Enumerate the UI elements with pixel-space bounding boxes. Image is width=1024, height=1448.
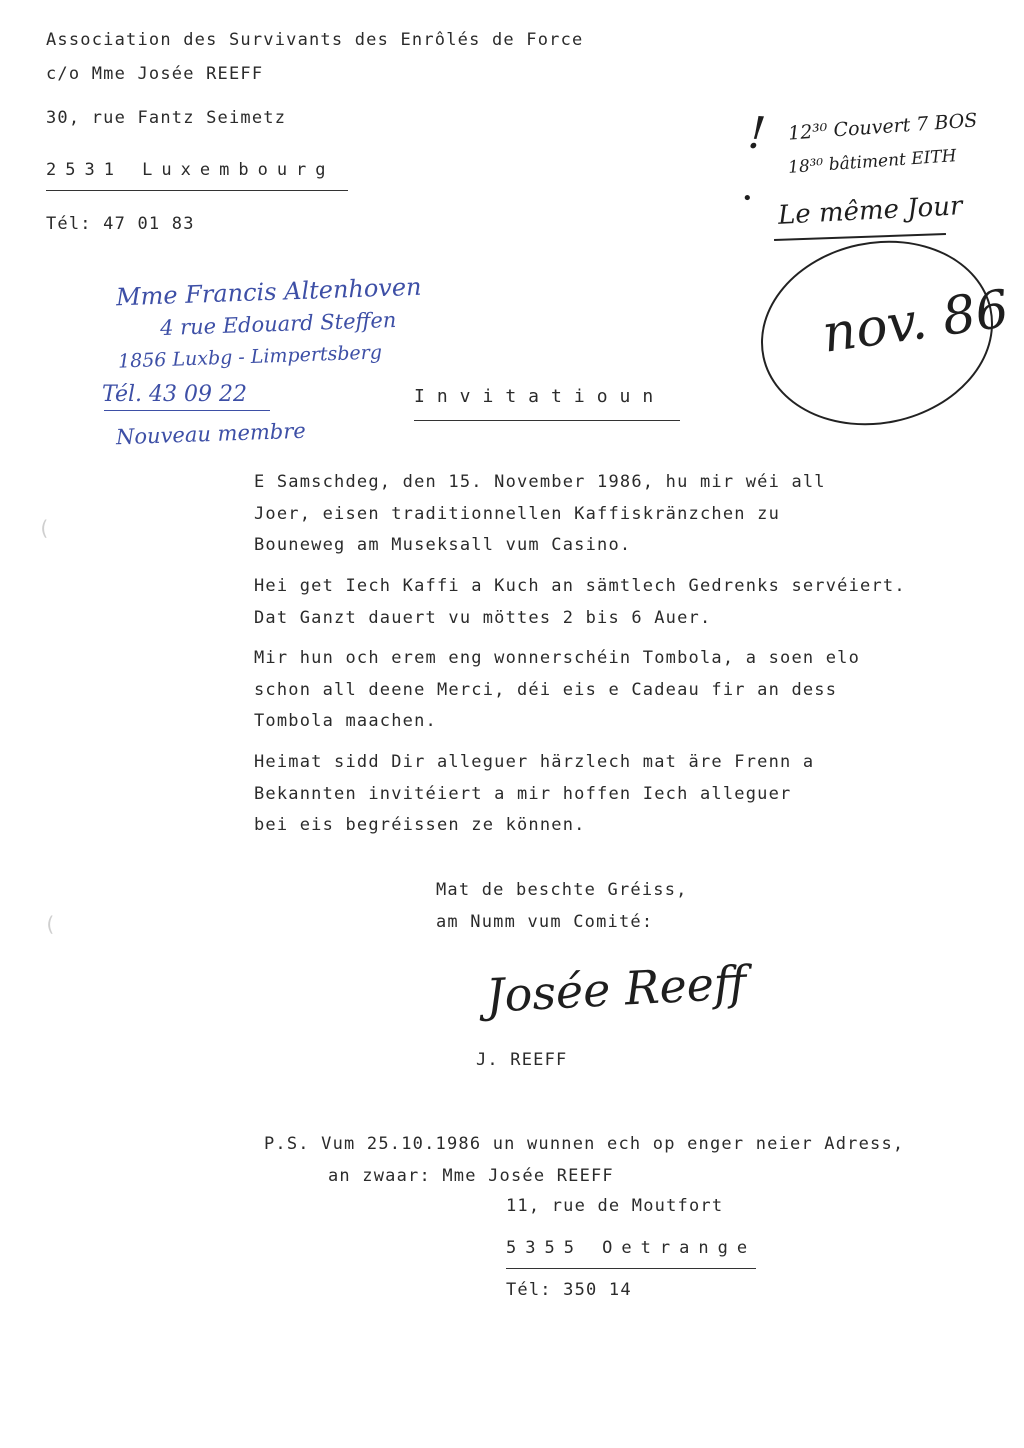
note-line-3: Le même Jour — [777, 191, 964, 231]
paragraph-line: Hei get Iech Kaffi a Kuch an sämtlech Gedrenks servéiert. — [254, 576, 906, 596]
note-line-2: 18³⁰ bâtiment EITH — [787, 146, 958, 178]
paragraph-line: Bekannten invitéiert a mir hoffen Iech alleguer — [254, 783, 792, 804]
signer-name: J. REEFF — [476, 1050, 568, 1070]
member-street: 4 rue Edouard Steffen — [159, 307, 397, 341]
paragraph-line: Joer, eisen traditionnellen Kaffiskränzchen zu — [254, 503, 781, 524]
paragraph-line: Mir hun och erem eng wonnerschéin Tombola, a soen elo — [254, 648, 861, 668]
paragraph-3 — [254, 648, 860, 743]
ps-street: 11, rue de Moutfort — [506, 1196, 724, 1216]
member-phone-underline — [104, 410, 270, 411]
member-note: Nouveau membre — [115, 418, 307, 450]
sender-street: 30, rue Fantz Seimetz — [46, 108, 287, 128]
exclamation-mark: ! — [746, 107, 768, 160]
punch-mark: ( — [38, 516, 51, 540]
sender-city: 2531 Luxembourg — [46, 160, 335, 180]
sender-phone: Tél: 47 01 83 — [46, 214, 195, 234]
note-line-3-underline — [774, 233, 946, 241]
invitation-title-rule — [414, 420, 680, 421]
ps-city-rule — [506, 1268, 756, 1269]
paragraph-4 — [254, 752, 814, 847]
sender-organization: Association des Survivants des Enrôlés de Force — [46, 30, 584, 50]
circled-date: nov. 86 — [818, 279, 1013, 365]
paragraph-1 — [254, 472, 826, 567]
paragraph-line: E Samschdeg, den 15. November 1986, hu mir wéi all — [254, 472, 826, 492]
signature: Josée Reeff — [484, 955, 748, 1023]
paragraph-line: Tombola maachen. — [254, 711, 437, 731]
member-phone: Tél. 43 09 22 — [102, 382, 247, 407]
closing-committee: am Numm vum Comité: — [436, 912, 654, 932]
paragraph-2 — [254, 576, 906, 639]
paragraph-line: schon all deene Merci, déi eis e Cadeau fir an dess — [254, 679, 838, 700]
paragraph-line: Bouneweg am Museksall vum Casino. — [254, 535, 632, 555]
member-city: 1856 Luxbg - Limpertsberg — [117, 341, 383, 373]
ps-line-1: P.S. Vum 25.10.1986 un wunnen ech op enger neier Adress, — [264, 1134, 905, 1154]
invitation-title: Invitatioun — [414, 386, 666, 407]
paragraph-line: bei eis begréissen ze können. — [254, 815, 586, 835]
note-line-1: 12³⁰ Couvert 7 BOS — [787, 109, 978, 145]
punch-mark: ( — [44, 912, 57, 936]
member-name: Mme Francis Altenhoven — [115, 272, 422, 312]
paragraph-line: Heimat sidd Dir alleguer härzlech mat äre Frenn a — [254, 752, 815, 772]
ps-line-2: an zwaar: Mme Josée REEFF — [328, 1166, 614, 1186]
paragraph-line: Dat Ganzt dauert vu möttes 2 bis 6 Auer. — [254, 607, 712, 628]
sender-care-of: c/o Mme Josée REEFF — [46, 64, 264, 84]
ps-phone: Tél: 350 14 — [506, 1280, 632, 1300]
sender-city-rule — [46, 190, 348, 191]
note-bullet: • — [742, 188, 753, 209]
ps-city: 5355 Oetrange — [506, 1238, 757, 1258]
closing-greeting: Mat de beschte Gréiss, — [436, 880, 688, 900]
